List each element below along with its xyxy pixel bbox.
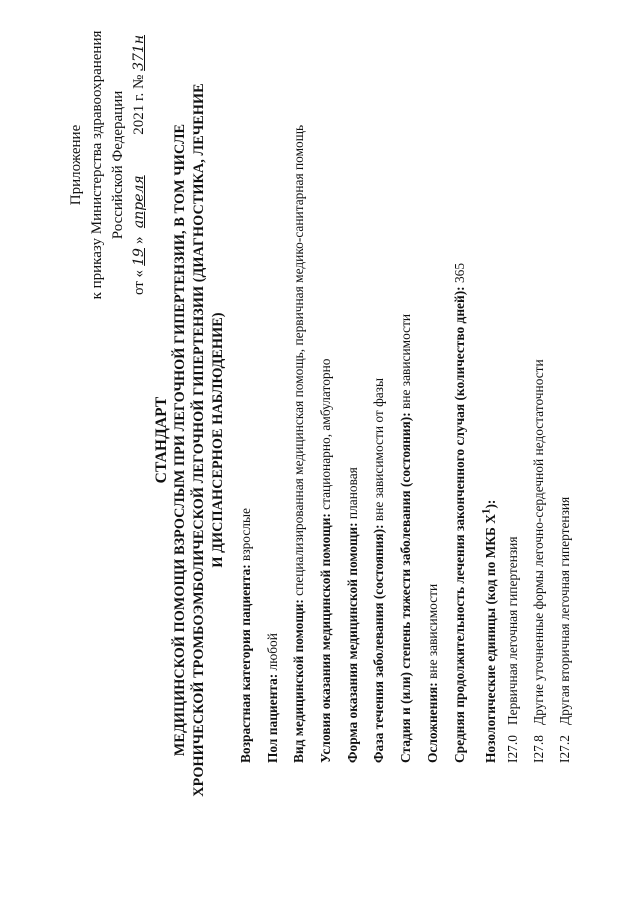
icd-name: Первичная легочная гипертензия xyxy=(505,536,520,725)
date-prefix: от « xyxy=(131,269,147,296)
date-mid: » xyxy=(131,236,147,244)
list-item xyxy=(500,23,526,763)
appendix-heading: Приложение xyxy=(68,124,84,206)
icd-name: Другие уточненные формы легочно-сердечной недостаточности xyxy=(531,359,547,725)
standard-title xyxy=(152,40,228,840)
field-disease-phase: Фаза течения заболевания (состояния): вне зависимости от фазы xyxy=(371,378,387,763)
list-item xyxy=(526,23,552,763)
icd-code-list xyxy=(500,23,579,763)
icd-code: I27.8 xyxy=(531,735,547,763)
field-sex: Пол пациента: любой xyxy=(264,633,280,763)
field-treatment-duration: Средняя продолжительность лечения законченного случая (количество дней): 365 xyxy=(451,262,467,763)
date-year: 2021 г. № xyxy=(131,74,147,135)
field-care-type: Вид медицинской помощи: специализированная медицинская помощь, первичная медико-санитарная помощь xyxy=(291,124,307,763)
icd-code: I27.0 xyxy=(505,735,520,763)
field-nosological-units: Нозологические единицы (код по МКБ $X^1$): xyxy=(480,499,498,763)
appendix-order-ref: к приказу Министерства здравоохранения xyxy=(89,30,105,300)
title-line-1: СТАНДАРТ xyxy=(153,396,170,484)
icd-code: I27.2 xyxy=(557,735,573,763)
title-line-3: ХРОНИЧЕСКОЙ ТРОМБОЭМБОЛИЧЕСКОЙ ЛЕГОЧНОЙ ГИПЕРТЕНЗИИ (ДИАГНОСТИКА, ЛЕЧЕНИЕ xyxy=(191,83,207,797)
icd-name: Другая вторичная легочная гипертензия xyxy=(557,496,573,725)
list-item xyxy=(552,23,578,763)
appendix-federation: Российской Федерации xyxy=(110,90,126,240)
title-line-2: МЕДИЦИНСКОЙ ПОМОЩИ ВЗРОСЛЫМ ПРИ ЛЕГОЧНОЙ ГИПЕРТЕНЗИИ, В ТОМ ЧИСЛЕ xyxy=(172,123,188,757)
field-complications: Осложнения: вне зависимости xyxy=(424,583,440,763)
appendix-date-line xyxy=(129,5,150,325)
handwritten-day: 19 xyxy=(131,248,147,266)
handwritten-month: апреля xyxy=(131,175,147,229)
title-line-4: И ДИСПАНСЕРНОЕ НАБЛЮДЕНИЕ) xyxy=(210,312,226,568)
field-care-form: Форма оказания медицинской помощи: плановая xyxy=(344,467,360,763)
appendix-block xyxy=(66,5,150,325)
handwritten-order-number: 371н xyxy=(131,34,147,71)
field-age-category: Возрастная категория пациента: взрослые xyxy=(238,508,253,763)
field-care-conditions: Условия оказания медицинской помощи: стационарно, амбулаторно xyxy=(318,358,334,763)
field-disease-stage: Стадия и (или) степень тяжести заболевания (состояния): вне зависимости xyxy=(398,313,414,763)
fields-list xyxy=(233,23,500,763)
